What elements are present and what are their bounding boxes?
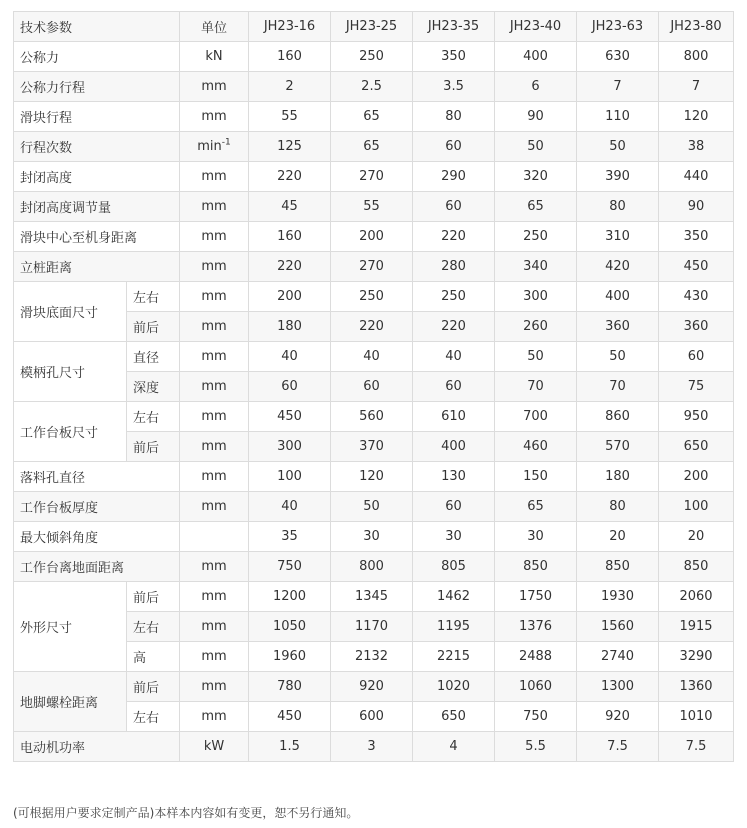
unit-text: mm <box>201 379 227 394</box>
value-cell: 220 <box>249 162 331 192</box>
value-cell: 5.5 <box>495 732 577 762</box>
value-cell: 750 <box>249 552 331 582</box>
value-cell: 1050 <box>249 612 331 642</box>
unit-text: mm <box>201 469 227 484</box>
unit-cell <box>180 492 249 522</box>
sub-param-cell: 左右 <box>127 282 180 312</box>
value-cell: 120 <box>659 102 734 132</box>
unit-cell <box>180 342 249 372</box>
value-cell: 60 <box>413 192 495 222</box>
unit-text: mm <box>201 169 227 184</box>
value-cell: 780 <box>249 672 331 702</box>
value-cell: 35 <box>249 522 331 552</box>
unit-cell <box>180 582 249 612</box>
value-cell: 20 <box>577 522 659 552</box>
spec-table <box>13 11 734 762</box>
unit-cell <box>180 702 249 732</box>
value-cell: 80 <box>577 192 659 222</box>
value-cell: 40 <box>249 342 331 372</box>
unit-cell <box>180 132 249 162</box>
unit-text: mm <box>201 259 227 274</box>
param-cell: 公称力 <box>14 42 180 72</box>
value-cell: 90 <box>659 192 734 222</box>
sub-param-cell: 前后 <box>127 582 180 612</box>
value-cell: 450 <box>249 402 331 432</box>
unit-cell <box>180 552 249 582</box>
value-cell: 1560 <box>577 612 659 642</box>
unit-cell <box>180 222 249 252</box>
param-cell: 电动机功率 <box>14 732 180 762</box>
unit-cell <box>180 642 249 672</box>
param-cell: 立桩距离 <box>14 252 180 282</box>
unit-cell <box>180 372 249 402</box>
value-cell: 860 <box>577 402 659 432</box>
value-cell: 250 <box>331 282 413 312</box>
value-cell: 805 <box>413 552 495 582</box>
sub-param-cell: 高 <box>127 642 180 672</box>
value-cell: 1170 <box>331 612 413 642</box>
value-cell: 420 <box>577 252 659 282</box>
value-cell: 350 <box>659 222 734 252</box>
value-cell: 7 <box>577 72 659 102</box>
unit-text: mm <box>201 709 227 724</box>
value-cell: 50 <box>331 492 413 522</box>
param-group-cell: 工作台板尺寸 <box>14 402 127 462</box>
sub-param-cell: 左右 <box>127 702 180 732</box>
param-cell: 滑块行程 <box>14 102 180 132</box>
value-cell: 450 <box>659 252 734 282</box>
table-row <box>14 102 734 132</box>
unit-cell <box>180 42 249 72</box>
value-cell: 290 <box>413 162 495 192</box>
value-cell: 1462 <box>413 582 495 612</box>
header-model: JH23-63 <box>577 12 659 42</box>
sub-param-cell: 深度 <box>127 372 180 402</box>
value-cell: 920 <box>331 672 413 702</box>
value-cell: 650 <box>659 432 734 462</box>
unit-text: mm <box>201 289 227 304</box>
value-cell: 400 <box>495 42 577 72</box>
value-cell: 390 <box>577 162 659 192</box>
value-cell: 350 <box>413 42 495 72</box>
unit-text: mm <box>201 679 227 694</box>
value-cell: 650 <box>413 702 495 732</box>
value-cell: 1060 <box>495 672 577 702</box>
value-cell: 280 <box>413 252 495 282</box>
header-unit: 单位 <box>180 12 249 42</box>
unit-cell <box>180 672 249 702</box>
table-row <box>14 192 734 222</box>
value-cell: 260 <box>495 312 577 342</box>
table-row <box>14 132 734 162</box>
param-cell: 滑块中心至机身距离 <box>14 222 180 252</box>
value-cell: 40 <box>331 342 413 372</box>
value-cell: 3290 <box>659 642 734 672</box>
value-cell: 300 <box>249 432 331 462</box>
value-cell: 45 <box>249 192 331 222</box>
sub-param-cell: 前后 <box>127 672 180 702</box>
value-cell: 560 <box>331 402 413 432</box>
value-cell: 250 <box>331 42 413 72</box>
unit-cell <box>180 102 249 132</box>
header-param: 技术参数 <box>14 12 180 42</box>
value-cell: 1376 <box>495 612 577 642</box>
value-cell: 125 <box>249 132 331 162</box>
unit-cell <box>180 162 249 192</box>
header-model: JH23-35 <box>413 12 495 42</box>
footnote: (可根据用户要求定制产品)本样本内容如有变更，恕不另行通知。 <box>13 806 359 820</box>
value-cell: 50 <box>495 342 577 372</box>
param-cell: 公称力行程 <box>14 72 180 102</box>
value-cell: 920 <box>577 702 659 732</box>
value-cell: 340 <box>495 252 577 282</box>
unit-text: mm <box>201 499 227 514</box>
param-group-cell: 模柄孔尺寸 <box>14 342 127 402</box>
table-row <box>14 342 734 372</box>
value-cell: 360 <box>577 312 659 342</box>
value-cell: 400 <box>413 432 495 462</box>
value-cell: 30 <box>331 522 413 552</box>
table-row <box>14 552 734 582</box>
unit-text: mm <box>201 649 227 664</box>
value-cell: 3.5 <box>413 72 495 102</box>
value-cell: 60 <box>659 342 734 372</box>
value-cell: 60 <box>331 372 413 402</box>
unit-cell <box>180 432 249 462</box>
value-cell: 360 <box>659 312 734 342</box>
value-cell: 130 <box>413 462 495 492</box>
value-cell: 4 <box>413 732 495 762</box>
header-model: JH23-16 <box>249 12 331 42</box>
value-cell: 220 <box>249 252 331 282</box>
value-cell: 700 <box>495 402 577 432</box>
value-cell: 2488 <box>495 642 577 672</box>
value-cell: 60 <box>413 372 495 402</box>
value-cell: 1930 <box>577 582 659 612</box>
value-cell: 950 <box>659 402 734 432</box>
value-cell: 310 <box>577 222 659 252</box>
value-cell: 1300 <box>577 672 659 702</box>
value-cell: 60 <box>413 132 495 162</box>
sub-param-cell: 左右 <box>127 402 180 432</box>
value-cell: 2.5 <box>331 72 413 102</box>
table-row <box>14 252 734 282</box>
value-cell: 200 <box>249 282 331 312</box>
value-cell: 220 <box>413 222 495 252</box>
table-row <box>14 522 734 552</box>
table-row <box>14 162 734 192</box>
value-cell: 450 <box>249 702 331 732</box>
param-cell: 行程次数 <box>14 132 180 162</box>
value-cell: 160 <box>249 42 331 72</box>
unit-cell <box>180 462 249 492</box>
header-model: JH23-40 <box>495 12 577 42</box>
value-cell: 70 <box>495 372 577 402</box>
unit-cell <box>180 192 249 222</box>
unit-cell <box>180 732 249 762</box>
value-cell: 100 <box>659 492 734 522</box>
value-cell: 1.5 <box>249 732 331 762</box>
value-cell: 180 <box>577 462 659 492</box>
unit-cell <box>180 312 249 342</box>
value-cell: 460 <box>495 432 577 462</box>
value-cell: 220 <box>413 312 495 342</box>
table-header-row <box>14 12 734 42</box>
value-cell: 2 <box>249 72 331 102</box>
value-cell: 270 <box>331 162 413 192</box>
value-cell: 40 <box>413 342 495 372</box>
value-cell: 2132 <box>331 642 413 672</box>
value-cell: 220 <box>331 312 413 342</box>
value-cell: 7 <box>659 72 734 102</box>
value-cell: 800 <box>331 552 413 582</box>
unit-superscript: -1 <box>221 137 231 148</box>
value-cell: 7.5 <box>577 732 659 762</box>
value-cell: 30 <box>495 522 577 552</box>
value-cell: 3 <box>331 732 413 762</box>
value-cell: 630 <box>577 42 659 72</box>
table-row <box>14 42 734 72</box>
param-group-cell: 滑块底面尺寸 <box>14 282 127 342</box>
value-cell: 610 <box>413 402 495 432</box>
unit-cell <box>180 612 249 642</box>
unit-cell <box>180 522 249 552</box>
value-cell: 55 <box>331 192 413 222</box>
value-cell: 320 <box>495 162 577 192</box>
value-cell: 800 <box>659 42 734 72</box>
value-cell: 270 <box>331 252 413 282</box>
value-cell: 150 <box>495 462 577 492</box>
param-cell: 工作台板厚度 <box>14 492 180 522</box>
value-cell: 200 <box>659 462 734 492</box>
value-cell: 65 <box>495 492 577 522</box>
unit-text: mm <box>201 319 227 334</box>
spec-table-container <box>13 11 733 762</box>
value-cell: 1195 <box>413 612 495 642</box>
value-cell: 40 <box>249 492 331 522</box>
unit-text: mm <box>201 559 227 574</box>
value-cell: 2740 <box>577 642 659 672</box>
value-cell: 2215 <box>413 642 495 672</box>
value-cell: 30 <box>413 522 495 552</box>
unit-text: mm <box>201 199 227 214</box>
value-cell: 55 <box>249 102 331 132</box>
value-cell: 2060 <box>659 582 734 612</box>
value-cell: 850 <box>659 552 734 582</box>
value-cell: 440 <box>659 162 734 192</box>
param-cell: 落料孔直径 <box>14 462 180 492</box>
unit-text: min <box>197 139 222 154</box>
value-cell: 160 <box>249 222 331 252</box>
unit-text: kW <box>203 739 225 754</box>
value-cell: 1960 <box>249 642 331 672</box>
value-cell: 200 <box>331 222 413 252</box>
table-row <box>14 582 734 612</box>
header-model: JH23-25 <box>331 12 413 42</box>
value-cell: 850 <box>577 552 659 582</box>
value-cell: 1750 <box>495 582 577 612</box>
table-row <box>14 492 734 522</box>
value-cell: 60 <box>413 492 495 522</box>
table-row <box>14 732 734 762</box>
unit-cell <box>180 282 249 312</box>
unit-text: mm <box>201 229 227 244</box>
value-cell: 65 <box>495 192 577 222</box>
value-cell: 1345 <box>331 582 413 612</box>
value-cell: 80 <box>413 102 495 132</box>
param-cell: 最大倾斜角度 <box>14 522 180 552</box>
value-cell: 370 <box>331 432 413 462</box>
value-cell: 7.5 <box>659 732 734 762</box>
sub-param-cell: 前后 <box>127 432 180 462</box>
unit-cell <box>180 402 249 432</box>
value-cell: 50 <box>577 132 659 162</box>
table-row <box>14 672 734 702</box>
value-cell: 600 <box>331 702 413 732</box>
value-cell: 65 <box>331 132 413 162</box>
value-cell: 250 <box>495 222 577 252</box>
param-cell: 封闭高度 <box>14 162 180 192</box>
unit-text: mm <box>201 79 227 94</box>
value-cell: 50 <box>577 342 659 372</box>
value-cell: 180 <box>249 312 331 342</box>
unit-text: mm <box>201 589 227 604</box>
sub-param-cell: 左右 <box>127 612 180 642</box>
unit-text: mm <box>201 619 227 634</box>
table-row <box>14 282 734 312</box>
table-row <box>14 72 734 102</box>
unit-cell <box>180 252 249 282</box>
value-cell: 110 <box>577 102 659 132</box>
value-cell: 65 <box>331 102 413 132</box>
param-group-cell: 外形尺寸 <box>14 582 127 672</box>
table-row <box>14 462 734 492</box>
value-cell: 20 <box>659 522 734 552</box>
value-cell: 1020 <box>413 672 495 702</box>
value-cell: 1915 <box>659 612 734 642</box>
unit-text: mm <box>201 109 227 124</box>
value-cell: 1200 <box>249 582 331 612</box>
spec-table-body <box>14 12 734 762</box>
sub-param-cell: 直径 <box>127 342 180 372</box>
value-cell: 1360 <box>659 672 734 702</box>
unit-text: mm <box>201 409 227 424</box>
table-row <box>14 222 734 252</box>
value-cell: 850 <box>495 552 577 582</box>
value-cell: 120 <box>331 462 413 492</box>
unit-text: mm <box>201 349 227 364</box>
value-cell: 250 <box>413 282 495 312</box>
value-cell: 60 <box>249 372 331 402</box>
value-cell: 80 <box>577 492 659 522</box>
table-row <box>14 402 734 432</box>
value-cell: 400 <box>577 282 659 312</box>
value-cell: 430 <box>659 282 734 312</box>
unit-text: kN <box>205 49 223 64</box>
param-group-cell: 地脚螺栓距离 <box>14 672 127 732</box>
unit-cell <box>180 72 249 102</box>
param-cell: 工作台离地面距离 <box>14 552 180 582</box>
value-cell: 50 <box>495 132 577 162</box>
value-cell: 90 <box>495 102 577 132</box>
value-cell: 1010 <box>659 702 734 732</box>
param-cell: 封闭高度调节量 <box>14 192 180 222</box>
value-cell: 75 <box>659 372 734 402</box>
unit-text: mm <box>201 439 227 454</box>
value-cell: 100 <box>249 462 331 492</box>
value-cell: 750 <box>495 702 577 732</box>
value-cell: 570 <box>577 432 659 462</box>
sub-param-cell: 前后 <box>127 312 180 342</box>
value-cell: 38 <box>659 132 734 162</box>
value-cell: 6 <box>495 72 577 102</box>
header-model: JH23-80 <box>659 12 734 42</box>
value-cell: 300 <box>495 282 577 312</box>
value-cell: 70 <box>577 372 659 402</box>
